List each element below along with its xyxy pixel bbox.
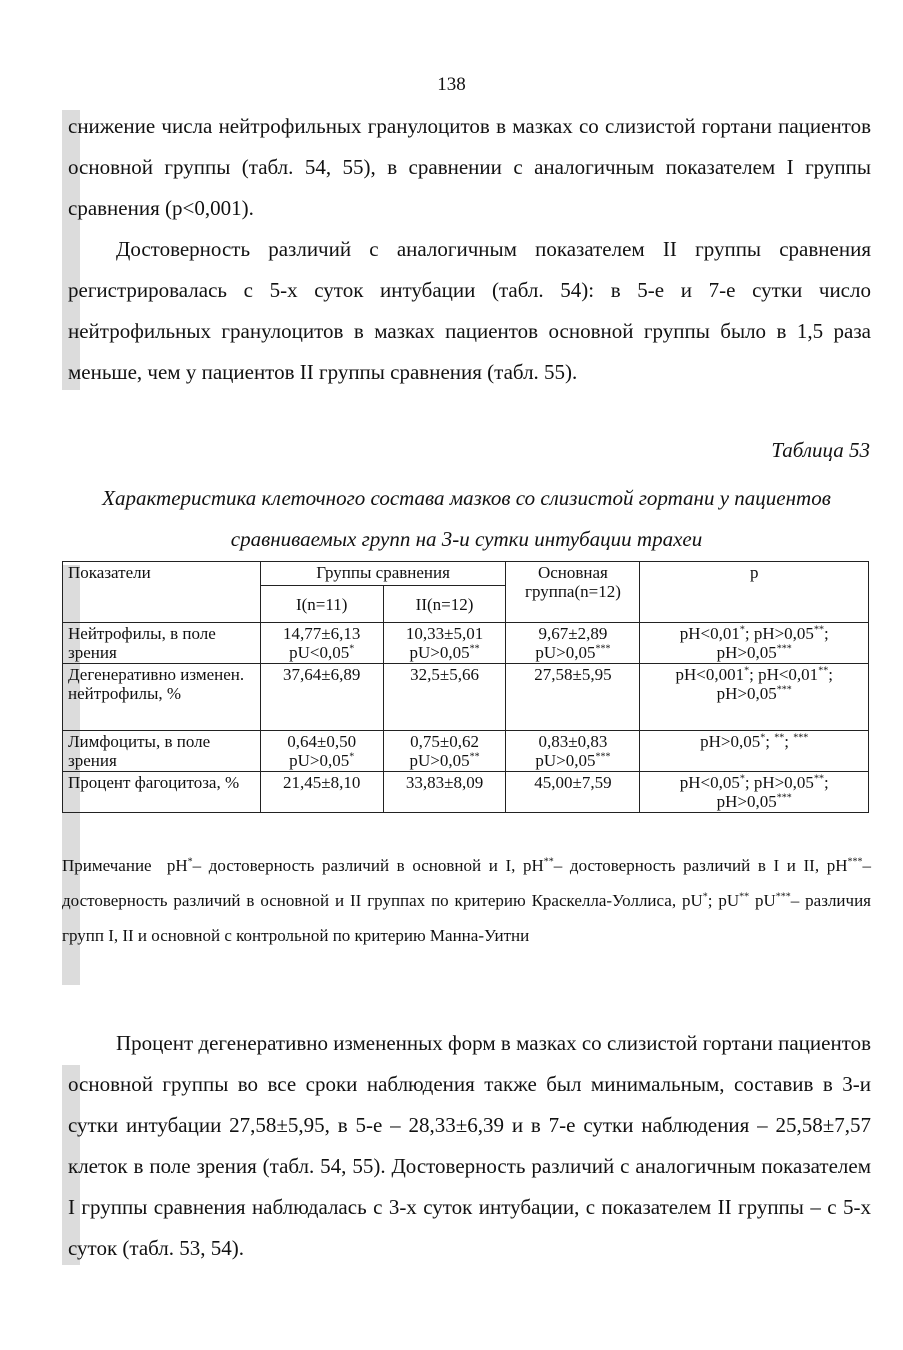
header-group-2: II(n=12): [383, 585, 506, 622]
header-p: p: [640, 562, 869, 623]
cell-p: pU>0,05*: [289, 751, 355, 770]
cell-p: pU>0,05***: [535, 751, 611, 770]
cell-group-1: 37,64±6,89: [260, 664, 383, 731]
cell-group-1: [260, 623, 383, 664]
row-label: Процент фагоцитоза, %: [63, 772, 261, 813]
cell-group-2: [383, 731, 506, 772]
cell-main-group: [506, 731, 640, 772]
cell-p: pU<0,05*: [289, 643, 355, 662]
table-row: [63, 731, 869, 772]
cell-p-value: pH<0,05*; pH>0,05**; pH>0,05***: [640, 772, 869, 813]
data-table: [62, 561, 869, 813]
header-main-group: Основная группа(n=12): [506, 562, 640, 623]
table-header-row: [63, 562, 869, 586]
cell-main-group: [506, 623, 640, 664]
table-row: [63, 664, 869, 731]
cell-p-value: pH>0,05*; **; ***: [640, 731, 869, 772]
cell-value: 0,83±0,83: [538, 732, 608, 751]
header-comparison-groups: Группы сравнения: [260, 562, 506, 586]
table-row: [63, 623, 869, 664]
cell-p: pU>0,05**: [409, 643, 480, 662]
paragraph-3: Процент дегенеративно измененных форм в мазках со слизистой гортани пациентов основной группы во все сроки наблюдения также был минимальным, составив в 3-и сутки интубации 27,58±5,95, в 5-е – 28,33±6,39 и в 7-е сутки наблюдения – 25,58±7,57 клеток в поле зрения (табл. 54, 55). Достоверность различий с аналогичным показателем I группы сравнения наблюдалась с 3-х суток интубации, с показателем II группы – с 5-х суток (табл. 53, 54).: [68, 1031, 871, 1260]
header-indicators: Показатели: [63, 562, 261, 623]
table-row: [63, 772, 869, 813]
cell-value: 14,77±6,13: [283, 624, 361, 643]
cell-p: pU>0,05***: [535, 643, 611, 662]
paragraph-1: снижение числа нейтрофильных гранулоцитов в мазках со слизистой гортани пациентов основной группы (табл. 54, 55), в сравнении с аналогичным показателем I группы сравнения (p<0,001).: [68, 114, 871, 220]
table-note: Примечание pH*– достоверность различий в основной и I, pH**– достоверность различий в I и II, pH***– достоверность различий в основной и II группах по критерию Краскелла-Уоллиса, pU*; pU** pU***– различия групп I, II и основной с контрольной по критерию Манна-Уитни: [62, 856, 871, 945]
row-label: Лимфоциты, в поле зрения: [63, 731, 261, 772]
cell-group-2: 32,5±5,66: [383, 664, 506, 731]
row-label: Нейтрофилы, в поле зрения: [63, 623, 261, 664]
cell-p-value: pH<0,01*; pH>0,05**; pH>0,05***: [640, 623, 869, 664]
paragraph-2: Достоверность различий с аналогичным показателем II группы сравнения регистрировалась с 5-х суток интубации (табл. 54): в 5-е и 7-е сутки число нейтрофильных гранулоцитов в мазках пациентов основной группы было в 1,5 раза меньше, чем у пациентов II группы сравнения (табл. 55).: [68, 237, 871, 384]
cell-main-group: 45,00±7,59: [506, 772, 640, 813]
cell-value: 0,64±0,50: [287, 732, 357, 751]
cell-value: 10,33±5,01: [405, 624, 484, 643]
cell-group-2: [383, 623, 506, 664]
cell-group-1: 21,45±8,10: [260, 772, 383, 813]
table-number: Таблица 53: [771, 438, 870, 462]
header-group-1: I(n=11): [260, 585, 383, 622]
row-label: Дегенеративно изменен. нейтрофилы, %: [63, 664, 261, 731]
cell-p: pU>0,05**: [409, 751, 480, 770]
cell-p-value: pH<0,001*; pH<0,01**; pH>0,05***: [640, 664, 869, 731]
table-caption: Характеристика клеточного состава мазков со слизистой гортани у пациентов сравниваемых групп на 3-и сутки интубации трахеи: [102, 486, 831, 551]
page-number: 138: [437, 74, 466, 95]
cell-group-2: 33,83±8,09: [383, 772, 506, 813]
cell-main-group: 27,58±5,95: [506, 664, 640, 731]
note-label: Примечание: [62, 856, 152, 875]
cell-group-1: [260, 731, 383, 772]
cell-value: 0,75±0,62: [410, 732, 479, 751]
cell-value: 9,67±2,89: [538, 624, 608, 643]
